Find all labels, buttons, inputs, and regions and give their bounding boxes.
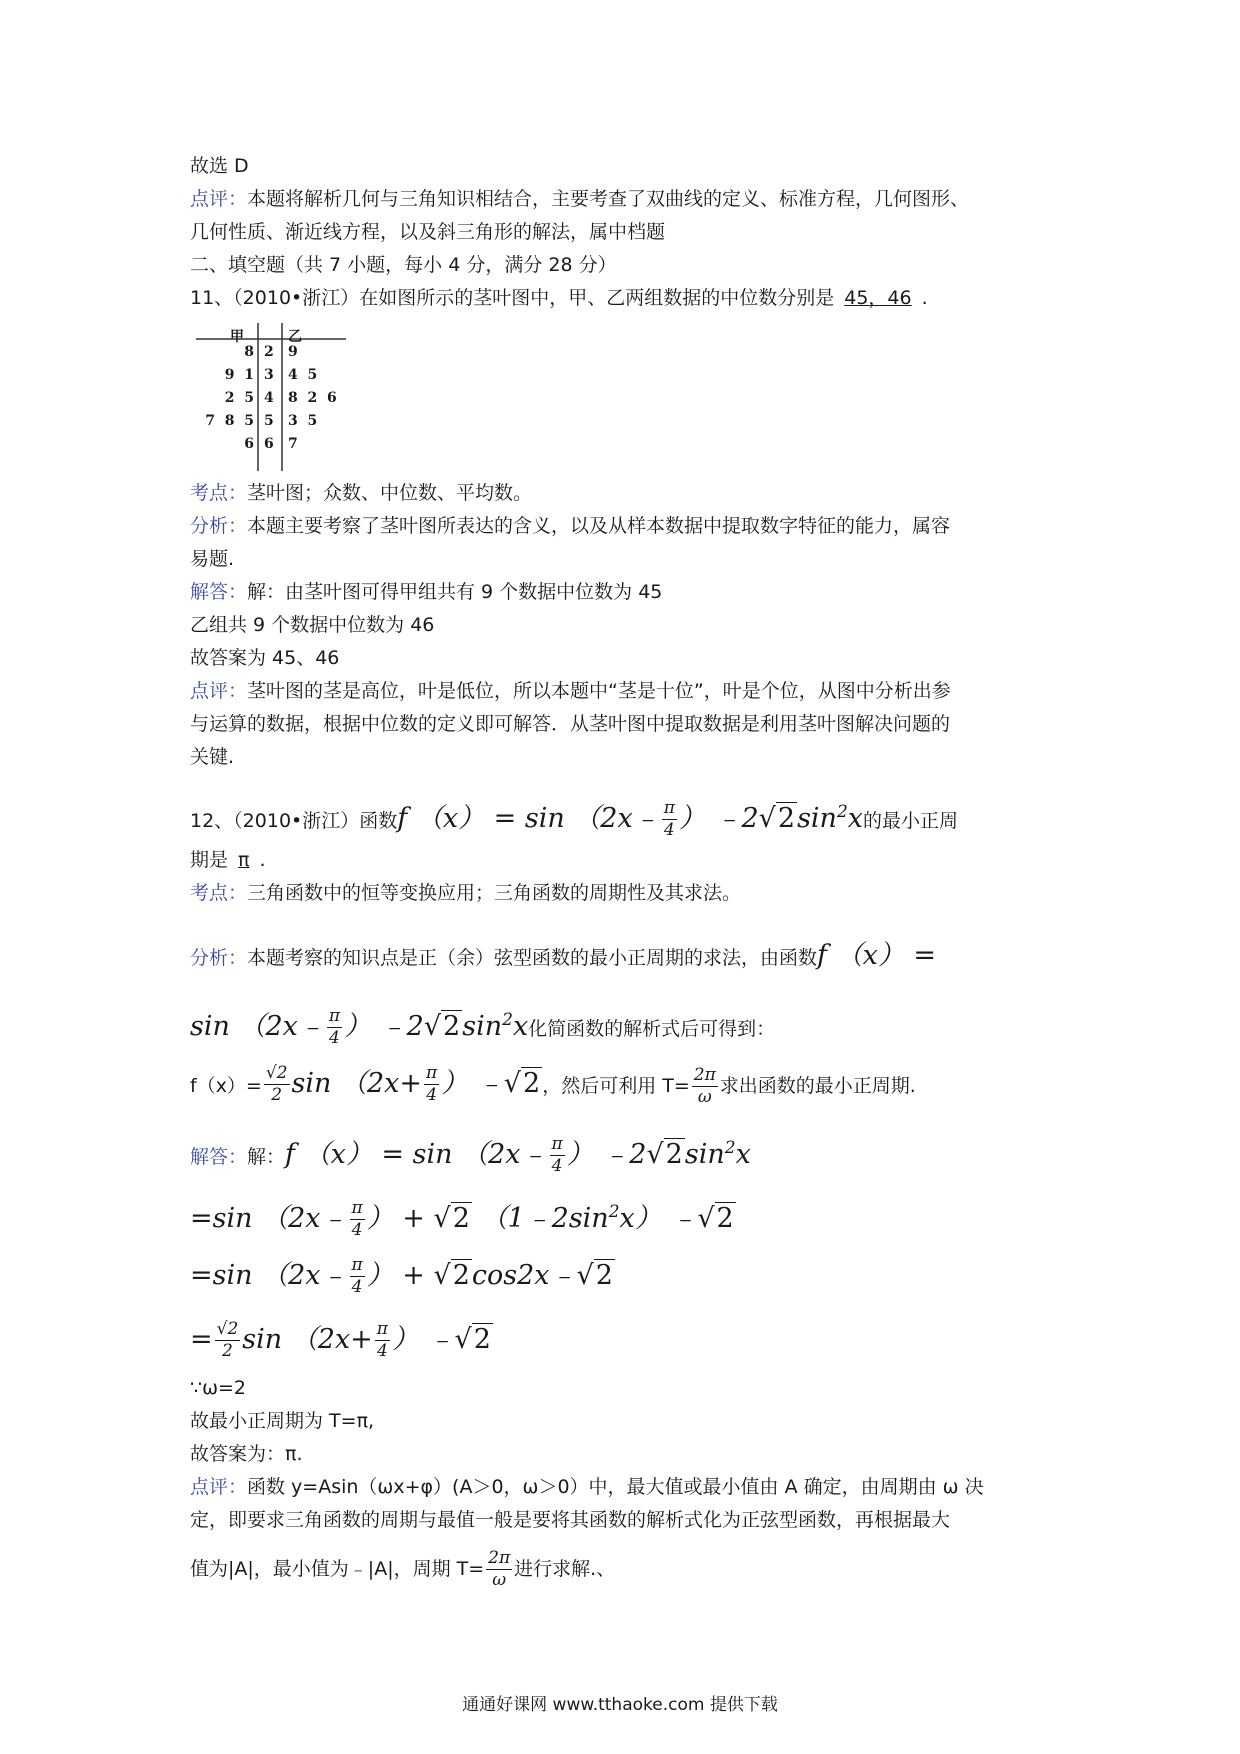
comment-label: 点评： bbox=[190, 188, 248, 210]
stem: 6 bbox=[264, 436, 274, 452]
q11-end: . bbox=[921, 287, 928, 309]
document-body bbox=[190, 150, 1060, 1601]
q12-answer-line: 故答案为：π. bbox=[190, 1443, 303, 1465]
stem-leaf-head-right: 乙 bbox=[288, 329, 302, 345]
jieda-step-2: =sin （2x﹣ $\frac{\pi}{4}$ ） + √2 $(1﹣2\sin^2x)$ ﹣√2 bbox=[190, 1198, 734, 1240]
q11-fenxi-1 bbox=[190, 510, 1060, 543]
q11-dianping-1 bbox=[190, 675, 1060, 708]
jieda-prefix: 解： bbox=[247, 1146, 286, 1168]
q11-jieda-3: 故答案为 45、46 bbox=[190, 647, 340, 669]
kaodian-label: 考点： bbox=[190, 482, 248, 504]
q11-answer: 45，46 bbox=[844, 287, 912, 309]
dianping-text: 茎叶图的茎是高位，叶是低位，所以本题中“茎是十位”，叶是个位，从图中分析出参 bbox=[247, 680, 951, 702]
q12-fenxi-3 bbox=[190, 1052, 1060, 1116]
q12-jieda-4 bbox=[190, 1308, 1060, 1372]
stem: 3 bbox=[264, 367, 274, 383]
q12-answer: π bbox=[238, 849, 250, 871]
comment-line-2: 几何性质、渐近线方程，以及斜三角形的解法，属中档题 bbox=[190, 221, 666, 243]
q12-dianping-3 bbox=[190, 1537, 1060, 1601]
leaf-right: 4 5 bbox=[288, 367, 318, 383]
fenxi-text: 本题考察的知识点是正（余）弦型函数的最小正周期的求法，由函数 bbox=[247, 947, 818, 969]
fenxi-label: 分析： bbox=[190, 947, 248, 969]
fenxi-l3-mid: ，然后可利用 T= bbox=[542, 1075, 690, 1097]
fenxi-text: 本题主要考察了茎叶图所表达的含义，以及从样本数据中提取数字特征的能力，属容 bbox=[247, 515, 951, 537]
q11-fenxi-2: 易题. bbox=[190, 548, 235, 570]
jieda-step-3: =sin （2x﹣ $\frac{\pi}{4}$ ） + √2cos2x﹣√2 bbox=[190, 1255, 613, 1297]
stem-leaf-head-left: 甲 bbox=[230, 329, 244, 345]
q11-jieda-1 bbox=[190, 576, 1060, 609]
jieda-text: 解：由茎叶图可得甲组共有 9 个数据中位数为 45 bbox=[247, 581, 663, 603]
kaodian-text: 茎叶图；众数、中位数、平均数。 bbox=[247, 482, 533, 504]
dianping-label: 点评： bbox=[190, 680, 248, 702]
fenxi-formula-start: f （x） = bbox=[817, 940, 937, 971]
fenxi-l2-suffix: 化简函数的解析式后可得到： bbox=[528, 1018, 776, 1040]
leaf-right: 3 5 bbox=[288, 413, 318, 429]
leaf-left: 8 bbox=[244, 344, 254, 360]
q11-question-text: 11、（2010•浙江）在如图所示的茎叶图中，甲、乙两组数据的中位数分别是 bbox=[190, 287, 835, 309]
leaf-right: 7 bbox=[288, 436, 298, 452]
q12-end: . bbox=[259, 849, 266, 871]
dianping-l3-suffix: 进行求解.、 bbox=[514, 1558, 616, 1580]
jieda-label: 解答： bbox=[190, 581, 248, 603]
q11-kaodian bbox=[190, 477, 1060, 510]
q11-jieda-2: 乙组共 9 个数据中位数为 46 bbox=[190, 614, 435, 636]
q11-question bbox=[190, 282, 1060, 315]
q12-question-l2: 期是 bbox=[190, 849, 229, 871]
q12-jieda-3 bbox=[190, 1244, 1060, 1308]
section-heading: 二、填空题（共 7 小题，每小 4 分，满分 28 分） bbox=[190, 254, 617, 276]
q12-omega: ∵ω=2 bbox=[190, 1377, 247, 1399]
leaf-right: 9 bbox=[288, 344, 298, 360]
jieda-step-4: = $\frac{√2}{2}$ sin （2x+ $\frac{\pi}{4}$ ） ﹣√2 bbox=[190, 1319, 491, 1361]
stem: 2 bbox=[264, 344, 274, 360]
q12-period: 故最小正周期为 T=π, bbox=[190, 1410, 375, 1432]
jieda-step-1: f （x） = sin （2x﹣ $\frac{\pi}{4}$ ） $﹣2√2\sin^2x$ bbox=[285, 1134, 751, 1176]
dianping-label: 点评： bbox=[190, 1476, 248, 1498]
q12-question-prefix: 12、（2010•浙江）函数 bbox=[190, 810, 398, 832]
q12-function-formula: f （x） = sin （2x﹣ $\frac{\pi}{4}$ ） $﹣2√2\sin^2x$ bbox=[397, 798, 864, 840]
stem: 4 bbox=[264, 390, 274, 406]
q12-question-suffix: 的最小正周 bbox=[863, 810, 959, 832]
fenxi-l3-suffix: 求出函数的最小正周期. bbox=[719, 1075, 916, 1097]
q12-jieda-2 bbox=[190, 1180, 1060, 1244]
fenxi-formula-end: sin （2x﹣ $\frac{\pi}{4}$ ） $﹣2√2\sin^2x$ bbox=[190, 1006, 529, 1048]
q12-fenxi-2 bbox=[190, 988, 1060, 1052]
stem: 5 bbox=[264, 413, 274, 429]
q12-dianping-1 bbox=[190, 1471, 1060, 1504]
q12-fenxi-1 bbox=[190, 924, 1060, 988]
q11-dianping-2: 与运算的数据，根据中位数的定义即可解答．从茎叶图中提取数据是利用茎叶图解决问题的 bbox=[190, 713, 951, 735]
page-footer: 通通好课网 www.tthaoke.com 提供下载 bbox=[462, 1695, 778, 1715]
choose-line: 故选 D bbox=[190, 155, 249, 177]
stem-leaf-plot bbox=[196, 321, 386, 471]
fenxi-l3-prefix: f（x）= bbox=[190, 1075, 262, 1097]
leaf-left: 6 bbox=[244, 436, 254, 452]
period-fraction: $\frac{2\pi}{\omega}$ bbox=[693, 1065, 716, 1107]
q11-dianping-3: 关键. bbox=[190, 746, 235, 768]
period-fraction: $\frac{2\pi}{\omega}$ bbox=[488, 1548, 511, 1590]
dianping-l3-prefix: 值为|A|，最小值为﹣|A|，周期 T= bbox=[190, 1558, 485, 1580]
q12-kaodian bbox=[190, 877, 1060, 910]
kaodian-text: 三角函数中的恒等变换应用；三角函数的周期性及其求法。 bbox=[247, 882, 742, 904]
jieda-label: 解答： bbox=[190, 1146, 248, 1168]
kaodian-label: 考点： bbox=[190, 882, 248, 904]
comment-line-1 bbox=[190, 183, 1060, 216]
dianping-text: 函数 y=Asin（ωx+φ）(A＞0，ω＞0）中，最大值或最小值由 A 确定，由周期由 ω 决 bbox=[247, 1476, 984, 1498]
q12-dianping-2: 定，即要求三角函数的周期与最值一般是要将其函数的解析式化为正弦型函数，再根据最大 bbox=[190, 1509, 951, 1531]
leaf-left: 7 8 5 bbox=[205, 413, 254, 429]
q12-question-line-2 bbox=[190, 844, 1060, 877]
comment-text: 本题将解析几何与三角知识相结合，主要考查了双曲线的定义、标准方程，几何图形、 bbox=[247, 188, 970, 210]
q12-jieda-1 bbox=[190, 1116, 1060, 1180]
fenxi-label: 分析： bbox=[190, 515, 248, 537]
q12-question bbox=[190, 780, 1060, 844]
leaf-left: 2 5 bbox=[224, 390, 254, 406]
leaf-left: 9 1 bbox=[224, 367, 254, 383]
fenxi-simplified-formula: $\frac{√2}{2}$ sin （2x+ $\frac{\pi}{4}$ ） ﹣√2 bbox=[265, 1063, 541, 1105]
leaf-right: 8 2 6 bbox=[288, 390, 337, 406]
